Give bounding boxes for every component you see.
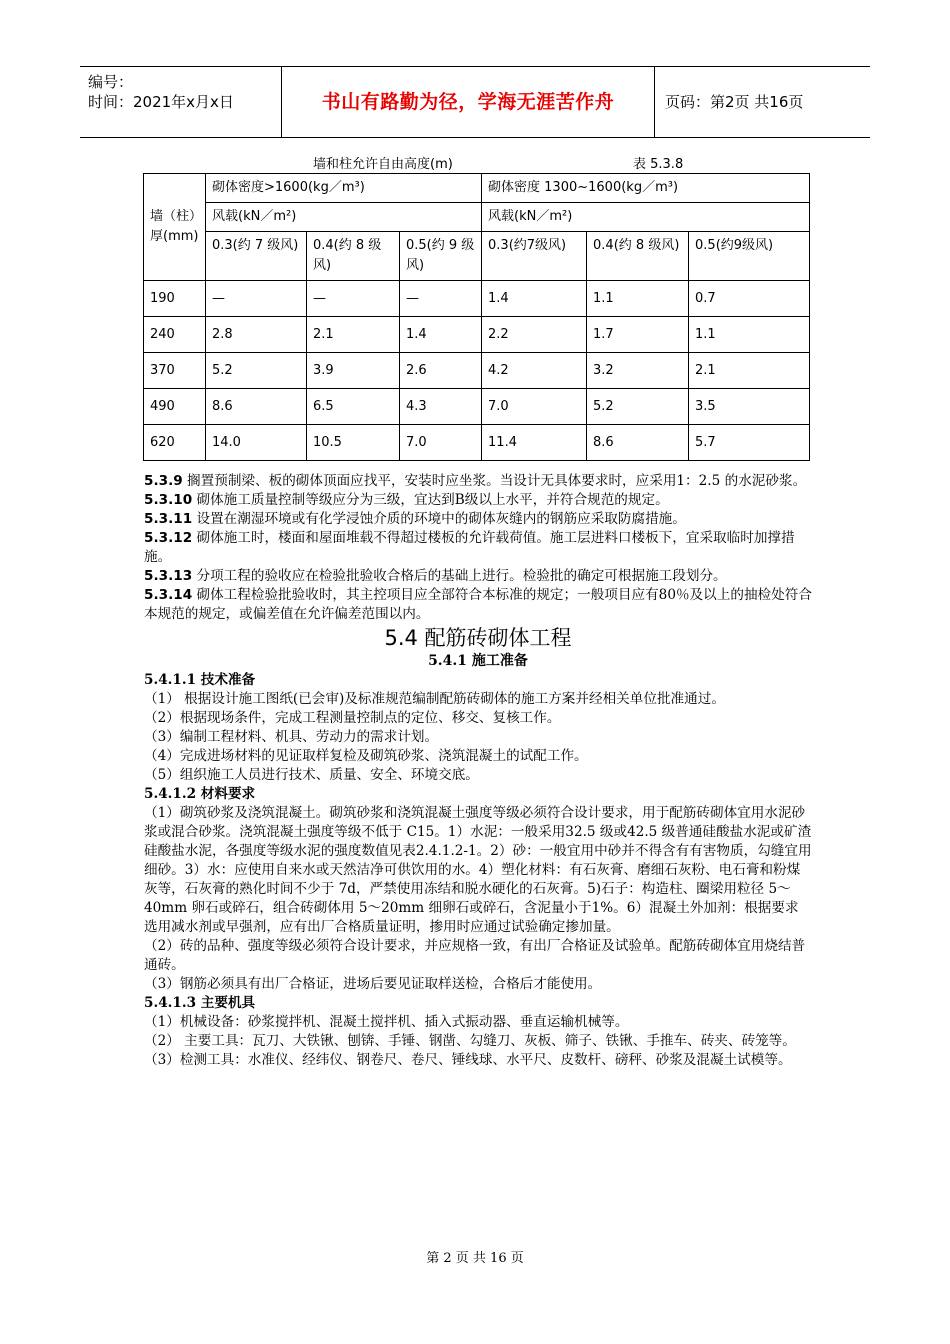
- subsection-title-technical: 5.4.1.1 技术准备: [144, 672, 256, 688]
- header-page-info: 页码：第2页 共16页: [665, 93, 804, 111]
- header-date-label: 时间：2021年x月x日: [88, 93, 234, 111]
- value-cell: 1.4: [400, 317, 482, 353]
- value-cell: 2.2: [482, 317, 587, 353]
- value-cell: —: [307, 281, 400, 317]
- list-item: （1）机械设备：砂浆搅拌机、混凝土搅拌机、插入式振动器、垂直运输机械等。: [144, 1014, 629, 1030]
- col-header: 0.3(约 7 级风): [206, 232, 307, 281]
- value-cell: 2.1: [307, 317, 400, 353]
- wind-label-2: 风载(kN／m²): [482, 203, 810, 232]
- value-cell: 11.4: [482, 425, 587, 461]
- list-item: （2）砖的品种、强度等级必须符合设计要求，并应规格一致，有出厂合格证及试验单。配筋砖砌体宜用烧结普通砖。: [144, 938, 806, 973]
- value-cell: 1.7: [587, 317, 689, 353]
- header-motto: 书山有路勤为径，学海无涯苦作舟: [281, 67, 655, 137]
- table-row: [144, 317, 810, 353]
- list-item: （2） 主要工具：瓦刀、大铁锹、刨锛、手锤、钢凿、勾缝刀、灰板、筛子、铁锹、手推车、砖夹、砖笼等。: [144, 1033, 796, 1049]
- list-item: （3）编制工程材料、机具、劳动力的需求计划。: [144, 729, 439, 745]
- list-item: （3）钢筋必须具有出厂合格证，进场后要见证取样送检，合格后才能使用。: [144, 976, 602, 992]
- thickness-cell: 240: [144, 317, 206, 353]
- clause-number: 5.3.12: [144, 530, 193, 546]
- table-header-row-1: [144, 174, 810, 203]
- clause-text: 砌体施工时，楼面和屋面堆载不得超过楼板的允许载荷值。施工层进料口楼板下，宜采取临时加撑措施。: [144, 530, 795, 565]
- wind-label-1: 风载(kN／m²): [206, 203, 482, 232]
- row-header-cell: 墙（柱）厚(mm): [144, 174, 206, 281]
- value-cell: 3.5: [689, 389, 810, 425]
- clause: [144, 491, 812, 510]
- col-header: 0.4(约 8 级风): [307, 232, 400, 281]
- value-cell: 1.4: [482, 281, 587, 317]
- group1-header: 砌体密度>1600(kg／m³): [206, 174, 482, 203]
- value-cell: 3.9: [307, 353, 400, 389]
- clause: [144, 567, 812, 586]
- clause-text: 设置在潮湿环境或有化学浸蚀介质的环境中的砌体灰缝内的钢筋应采取防腐措施。: [192, 511, 686, 527]
- list-item: （2）根据现场条件，完成工程测量控制点的定位、移交、复核工作。: [144, 710, 561, 726]
- value-cell: 7.0: [400, 425, 482, 461]
- value-cell: 10.5: [307, 425, 400, 461]
- clause-number: 5.3.13: [144, 568, 193, 584]
- table-number: 表 5.3.8: [633, 157, 684, 172]
- table-header-row-2: [144, 203, 810, 232]
- clause-text: 砌体工程检验批验收时，其主控项目应全部符合本标准的规定；一般项目应有80％及以上的抽检处符合本规范的规定，或偏差值在允许偏差范围以内。: [144, 587, 812, 622]
- value-cell: 0.7: [689, 281, 810, 317]
- clause: [144, 510, 812, 529]
- table-row: [144, 389, 810, 425]
- value-cell: 4.2: [482, 353, 587, 389]
- section-title: 5.4 配筋砖砌体工程: [384, 626, 572, 650]
- clause-number: 5.3.10: [144, 492, 193, 508]
- value-cell: 1.1: [587, 281, 689, 317]
- value-cell: 1.1: [689, 317, 810, 353]
- thickness-cell: 190: [144, 281, 206, 317]
- thickness-cell: 620: [144, 425, 206, 461]
- header-left-cell: [80, 67, 281, 137]
- list-item: （5）组织施工人员进行技术、质量、安全、环境交底。: [144, 767, 479, 783]
- clause-number: 5.3.9: [144, 473, 183, 489]
- value-cell: 3.2: [587, 353, 689, 389]
- table-row: [144, 353, 810, 389]
- value-cell: 14.0: [206, 425, 307, 461]
- clause-text: 分项工程的验收应在检验批验收合格后的基础上进行。检验批的确定可根据施工段划分。: [192, 568, 727, 584]
- table-title: 墙和柱允许自由高度(m): [313, 157, 453, 172]
- col-header: 0.5(约 9 级风): [400, 232, 482, 281]
- value-cell: 5.2: [206, 353, 307, 389]
- value-cell: —: [400, 281, 482, 317]
- value-cell: 2.1: [689, 353, 810, 389]
- value-cell: 2.6: [400, 353, 482, 389]
- subsection-title-materials: 5.4.1.2 材料要求: [144, 786, 256, 802]
- section-subtitle: 5.4.1 施工准备: [428, 653, 528, 669]
- table-row: [144, 425, 810, 461]
- list-item: （3）检测工具：水准仪、经纬仪、钢卷尺、卷尺、锤线球、水平尺、皮数杆、磅秤、砂浆及混凝土试模等。: [144, 1052, 792, 1068]
- col-header: 0.3(约7级风): [482, 232, 587, 281]
- value-cell: 5.7: [689, 425, 810, 461]
- header-number-label: 编号：: [88, 73, 134, 91]
- free-height-table: [143, 173, 810, 461]
- list-item: （4）完成进场材料的见证取样复检及砌筑砂浆、浇筑混凝土的试配工作。: [144, 748, 588, 764]
- value-cell: 8.6: [206, 389, 307, 425]
- table-caption: [143, 150, 809, 172]
- page-footer: 第 2 页 共 16 页: [426, 1251, 524, 1266]
- col-header: 0.4(约 8 级风): [587, 232, 689, 281]
- clause: [144, 472, 812, 491]
- value-cell: 7.0: [482, 389, 587, 425]
- list-item: （1）砌筑砂浆及浇筑混凝土。砌筑砂浆和浇筑混凝土强度等级必须符合设计要求，用于配筋砖砌体宜用水泥砂浆或混合砂浆。浇筑混凝土强度等级不低于 C15。1）水泥：一般采用32.5 级或42.5 级普通硅酸盐水泥或矿渣硅酸盐水泥，各强度等级水泥的强度数值见表2.4.1.2-1。2）砂：一般宜用中砂并不得含有有害物质，勾缝宜用细砂。3）水：应使用自来水或天然洁净可供饮用的水。4）塑化材料：有石灰膏、磨细石灰粉、电石膏和粉煤灰等，石灰膏的熟化时间不少于 7d，严禁使用冻结和脱水硬化的石灰膏。5)石子：构造柱、圈梁用粒径 5～40mm 卵石或碎石，组合砖砌体用 5～20mm 细卵石或碎石，含泥量小于1%。6）混凝土外加剂：根据要求选用减水剂或早强剂，应有出厂合格质量证明，掺用时应通过试验确定掺加量。: [144, 805, 812, 935]
- subsection-title-tools: 5.4.1.3 主要机具: [144, 995, 256, 1011]
- value-cell: 2.8: [206, 317, 307, 353]
- thickness-cell: 490: [144, 389, 206, 425]
- clause: [144, 586, 812, 624]
- clause-number: 5.3.14: [144, 587, 193, 603]
- value-cell: 6.5: [307, 389, 400, 425]
- group2-header: 砌体密度 1300~1600(kg／m³): [482, 174, 810, 203]
- table-row: [144, 281, 810, 317]
- page-header: [80, 66, 870, 138]
- value-cell: 5.2: [587, 389, 689, 425]
- document-body: [144, 472, 812, 1070]
- clause-number: 5.3.11: [144, 511, 193, 527]
- value-cell: 4.3: [400, 389, 482, 425]
- clause-text: 砌体施工质量控制等级应分为三级，宜达到B级以上水平，并符合规范的规定。: [192, 492, 669, 508]
- table-header-row-3: [144, 232, 810, 281]
- list-item: （1） 根据设计施工图纸(已会审)及标准规范编制配筋砖砌体的施工方案并经相关单位批准通过。: [144, 691, 725, 707]
- value-cell: 8.6: [587, 425, 689, 461]
- value-cell: —: [206, 281, 307, 317]
- thickness-cell: 370: [144, 353, 206, 389]
- clause-text: 搁置预制梁、板的砌体顶面应找平，安装时应坐浆。当设计无具体要求时，应采用1：2.5 的水泥砂浆。: [182, 473, 807, 489]
- clause: [144, 529, 812, 567]
- col-header: 0.5(约9级风): [689, 232, 810, 281]
